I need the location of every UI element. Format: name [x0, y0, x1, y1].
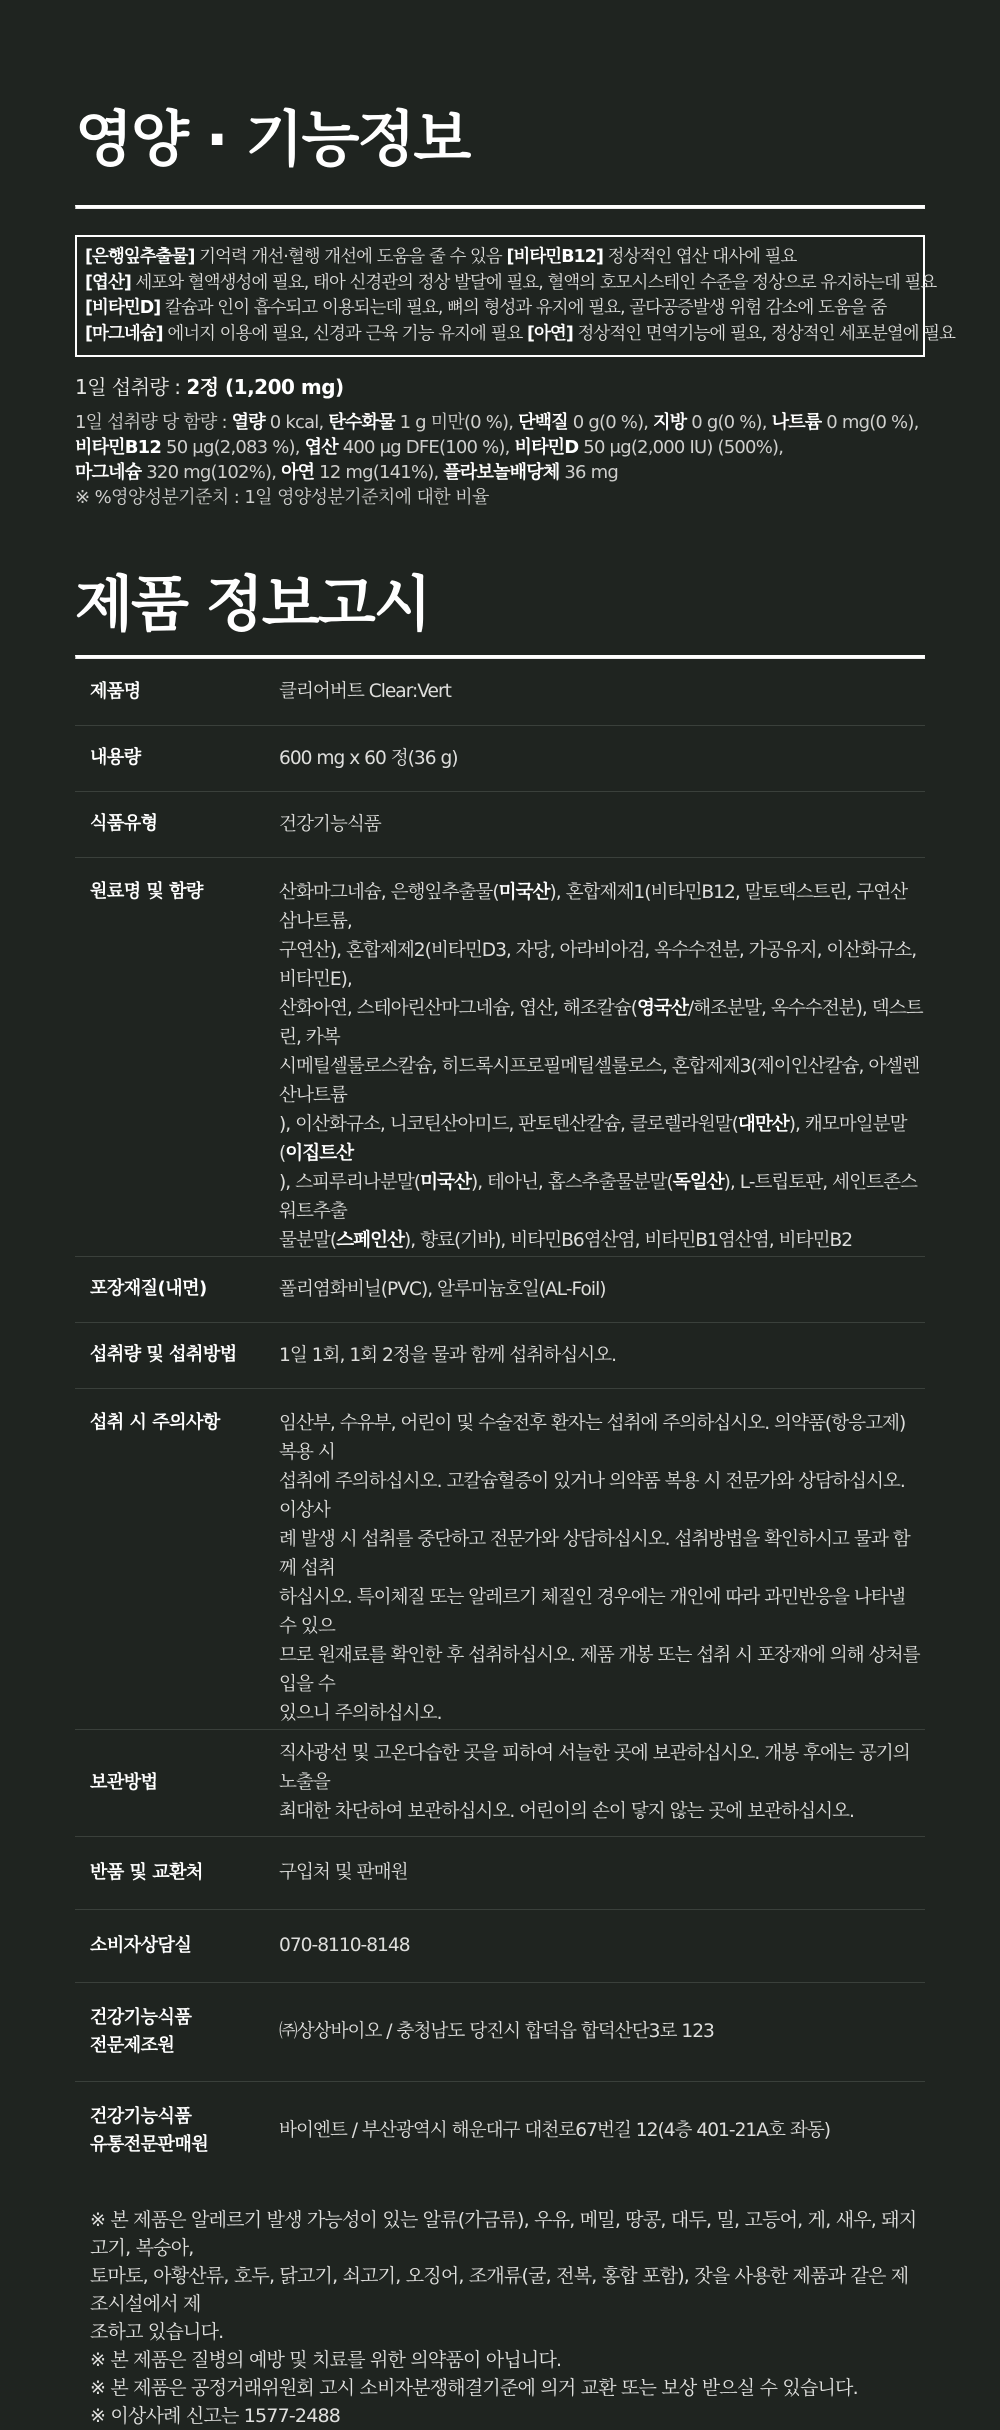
value-text: ㈜상상바이오 / 충청남도 당진시 합덕읍 합덕산단3로 123: [279, 2021, 714, 2042]
nutrient-text: 1일 섭취량 당 함량 :: [75, 412, 232, 433]
value-text: 산화아연, 스테아린산마그네슘, 엽산, 해조칼슘(: [279, 997, 637, 1019]
value-text: ), 스피루리나분말(: [279, 1171, 421, 1193]
daily-intake-value: 2정 (1,200 mg): [186, 375, 344, 399]
functional-claim-line: [85, 271, 937, 297]
info-row-value: [261, 1982, 925, 2081]
value-bold: 미국산: [498, 881, 550, 903]
info-row-value: [261, 659, 925, 725]
info-row-label: 원료명 및 함량: [75, 857, 261, 1256]
functional-claim-line: [85, 296, 915, 322]
title-divider: [75, 205, 925, 209]
nutrient-text: 0 mg(0 %),: [821, 412, 919, 433]
claim-bold: [엽산]: [85, 272, 131, 293]
nutrient-text: 320 mg(102%),: [141, 462, 282, 483]
info-row: [75, 1982, 925, 2081]
functional-claim-line: [85, 245, 915, 271]
nutrient-bold: 나트륨: [771, 412, 822, 433]
section-title-nutrition: 영양 · 기능정보: [75, 105, 470, 175]
info-row: [75, 791, 925, 857]
value-text: 1일 1회, 1회 2정을 물과 함께 섭취하십시오.: [279, 1344, 617, 1366]
nutrient-bold: 탄수화물: [328, 412, 395, 433]
value-text: 바이엔트 / 부산광역시 해운대구 대천로67번길 12(4층 401-21A호 좌동): [279, 2120, 831, 2142]
nutrient-bold: 비타민B12: [75, 437, 162, 458]
info-row-value: [261, 1322, 925, 1388]
claim-text: 정상적인 엽산 대사에 필요: [603, 247, 797, 267]
claim-text: 기억력 개선·혈행 개선에 도움을 줄 수 있음: [194, 247, 507, 267]
value-text: 산화마그네슘, 은행잎추출물(: [279, 881, 499, 903]
value-bold: 영국산: [637, 997, 688, 1019]
info-row: [75, 857, 925, 1256]
nutrient-text: 0 kcal,: [264, 412, 329, 433]
value-text: 직사광선 및 고온다습한 곳을 피하여 서늘한 곳에 보관하십시오. 개봉 후에는 공기의 노출을: [279, 1743, 910, 1793]
claim-text: 칼슘과 인이 흡수되고 이용되는데 필요, 뼈의 형성과 유지에 필요, 골다공증발생 위험 감소에 도움을 줌: [160, 298, 887, 318]
value-text: 례 발생 시 섭취를 중단하고 전문가와 상담하십시오. 섭취방법을 확인하시고 물과 함께 섭취: [279, 1528, 910, 1579]
value-text: 므로 원재료를 확인한 후 섭취하십시오. 제품 개봉 또는 섭취 시 포장재에 의해 상처를 입을 수: [279, 1644, 920, 1695]
nutrient-text: 1 g 미만(0 %),: [394, 412, 519, 433]
footer-notice-line: ※ 본 제품은 공정거래위원회 고시 소비자분쟁해결기준에 의거 교환 또는 보상 받으실 수 있습니다.: [90, 2377, 858, 2399]
info-row-label: 섭취 시 주의사항: [75, 1388, 261, 1729]
info-row: [75, 725, 925, 791]
info-row: [75, 1909, 925, 1982]
info-row: [75, 2081, 925, 2180]
nutrient-bold: 엽산: [304, 437, 338, 458]
claim-bold: [비타민D]: [85, 298, 161, 318]
nutrient-text: 50 μg(2,000 IU) (500%),: [578, 437, 784, 458]
value-text: 섭취에 주의하십시오. 고칼슘혈증이 있거나 의약품 복용 시 전문가와 상담하십시오. 이상사: [279, 1470, 905, 1521]
claim-text: 에너지 이용에 필요, 신경과 근육 기능 유지에 필요: [162, 323, 527, 344]
value-text: 임산부, 수유부, 어린이 및 수술전후 환자는 섭취에 주의하십시오. 의약품(항응고제) 복용 시: [279, 1412, 906, 1463]
daily-intake-label: 1일 섭취량 :: [75, 375, 187, 399]
nutrient-content: [75, 410, 925, 485]
claim-bold: [마그네슘]: [85, 323, 163, 344]
value-text: ), L-트립토판, 세인트존스워트추출: [279, 1171, 917, 1222]
value-text: ), 테아닌, 홉스추출물분말(: [470, 1171, 673, 1193]
info-row-value: [261, 791, 925, 857]
info-row: [75, 1322, 925, 1388]
claim-text: 정상적인 면역기능에 필요, 정상적인 세포분열에 필요: [572, 323, 956, 344]
value-bold: 대만산: [737, 1113, 789, 1135]
info-row-label: 보관방법: [75, 1729, 261, 1836]
value-bold: 이집트산: [285, 1142, 354, 1164]
info-row-value: [261, 1256, 925, 1322]
info-row-label: 제품명: [75, 659, 261, 725]
nutrient-text: 400 μg DFE(100 %),: [337, 437, 515, 458]
info-row-value: [261, 1909, 925, 1982]
daily-intake: [75, 371, 925, 400]
info-row-label: 포장재질(내면): [75, 1256, 261, 1322]
footer-notice-line: 조하고 있습니다.: [90, 2321, 224, 2343]
info-row-value: [261, 725, 925, 791]
value-text: 600 mg x 60 정(36 g): [279, 747, 458, 769]
nutrient-bold: 플라보놀배당체: [443, 462, 560, 483]
nutrition-footnote: ※ %영양성분기준치 : 1일 영양성분기준치에 대한 비율: [75, 487, 489, 508]
info-row-value: [261, 2081, 925, 2180]
value-text: 구입처 및 판매원: [279, 1862, 408, 1883]
functional-claim-line: [85, 322, 956, 348]
value-bold: 미국산: [420, 1171, 471, 1193]
nutrient-bold: 단백질: [518, 412, 568, 433]
nutrient-text: 36 mg: [559, 462, 618, 483]
claim-text: 세포와 혈액생성에 필요, 태아 신경관의 정상 발달에 필요, 혈액의 호모시스테인 수준을 정상으로 유지하는데 필요: [130, 272, 937, 293]
functional-claims-box: [75, 235, 956, 357]
value-text: ), 이산화규소, 니코틴산아미드, 판토텐산칼슘, 클로렐라원말(: [279, 1113, 738, 1135]
nutrient-text: 0 g(0 %),: [567, 412, 654, 433]
claim-bold: [은행잎추출물]: [85, 247, 195, 267]
value-text: ), 향료(기바), 비타민B6염산염, 비타민B1염산염, 비타민B2: [404, 1229, 853, 1251]
claim-bold: [비타민B12]: [506, 247, 604, 267]
info-row-value: [261, 1836, 925, 1909]
nutrient-bold: 아연: [281, 462, 315, 483]
nutrient-bold: 지방: [653, 412, 687, 433]
value-text: 클리어버트 Clear:Vert: [279, 681, 451, 703]
value-text: 있으니 주의하십시오.: [279, 1702, 442, 1724]
value-text: 070-8110-8148: [279, 1935, 410, 1956]
nutrient-bold: 마그네슘: [75, 462, 142, 483]
section-title-product-info: 제품 정보고시: [75, 570, 430, 640]
value-bold: 스페인산: [336, 1229, 404, 1251]
info-row-value: [261, 857, 925, 1256]
info-row-label: 섭취량 및 섭취방법: [75, 1322, 261, 1388]
value-text: 최대한 차단하여 보관하십시오. 어린이의 손이 닿지 않는 곳에 보관하십시오.: [279, 1801, 854, 1822]
footer-notice-line: 토마토, 아황산류, 호두, 닭고기, 쇠고기, 오징어, 조개류(굴, 전복, 홍합 포함), 잣을 사용한 제품과 같은 제조시설에서 제: [90, 2265, 909, 2315]
info-row: [75, 1729, 925, 1836]
info-row-value: [261, 1729, 925, 1836]
value-text: 건강기능식품: [279, 813, 381, 835]
value-text: 시메틸셀룰로스칼슘, 히드록시프로필메틸셀룰로스, 혼합제제3(제이인산칼슘, 아셀렌산나트륨: [279, 1055, 920, 1106]
value-text: 폴리염화비닐(PVC), 알루미늄호일(AL-Foil): [279, 1278, 606, 1300]
info-row: [75, 659, 925, 725]
info-row: [75, 1388, 925, 1729]
value-text: ), 캐모마일분말(: [279, 1113, 907, 1164]
value-text: 물분말(: [279, 1229, 337, 1251]
value-text: ), 혼합제제1(비타민B12, 말토덱스트린, 구연산삼나트륨,: [279, 881, 908, 932]
footer-notice-line: ※ 본 제품은 질병의 예방 및 치료를 위한 의약품이 아닙니다.: [90, 2349, 562, 2371]
info-row: [75, 1836, 925, 1909]
info-row-label: 소비자상담실: [75, 1909, 261, 1982]
info-row-label: 내용량: [75, 725, 261, 791]
info-row-label: 건강기능식품 전문제조원: [75, 1982, 261, 2081]
claim-bold: [아연]: [526, 323, 573, 344]
nutrient-text: 0 g(0 %),: [686, 412, 772, 433]
value-text: 하십시오. 특이체질 또는 알레르기 체질인 경우에는 개인에 따라 과민반응을 나타낼 수 있으: [279, 1586, 905, 1637]
info-row-value: [261, 1388, 925, 1729]
info-row-label: 건강기능식품 유통전문판매원: [90, 2105, 209, 2155]
nutrient-bold: 비타민D: [514, 437, 579, 458]
value-text: /해조분말, 옥수수전분), 덱스트린, 카복: [279, 997, 923, 1048]
nutrient-text: 12 mg(141%),: [314, 462, 444, 483]
nutrient-bold: 열량: [231, 412, 265, 433]
info-row-label: 식품유형: [75, 791, 261, 857]
value-bold: 독일산: [672, 1171, 724, 1193]
footer-notices: [75, 2206, 925, 2430]
info-row: [75, 1256, 925, 1322]
footer-notice-line: ※ 이상사례 신고는 1577-2488: [90, 2405, 341, 2427]
footer-notice-line: ※ 본 제품은 알레르기 발생 가능성이 있는 알류(가금류), 우유, 메밀, 땅콩, 대두, 밀, 고등어, 게, 새우, 돼지고기, 복숭아,: [90, 2209, 917, 2259]
info-row-label: 반품 및 교환처: [75, 1836, 261, 1909]
product-info-table: [75, 659, 925, 2180]
nutrient-text: 50 μg(2,083 %),: [161, 437, 305, 458]
value-text: 구연산), 혼합제제2(비타민D3, 자당, 아라비아검, 옥수수전분, 가공유지, 이산화규소, 비타민E),: [279, 939, 917, 990]
